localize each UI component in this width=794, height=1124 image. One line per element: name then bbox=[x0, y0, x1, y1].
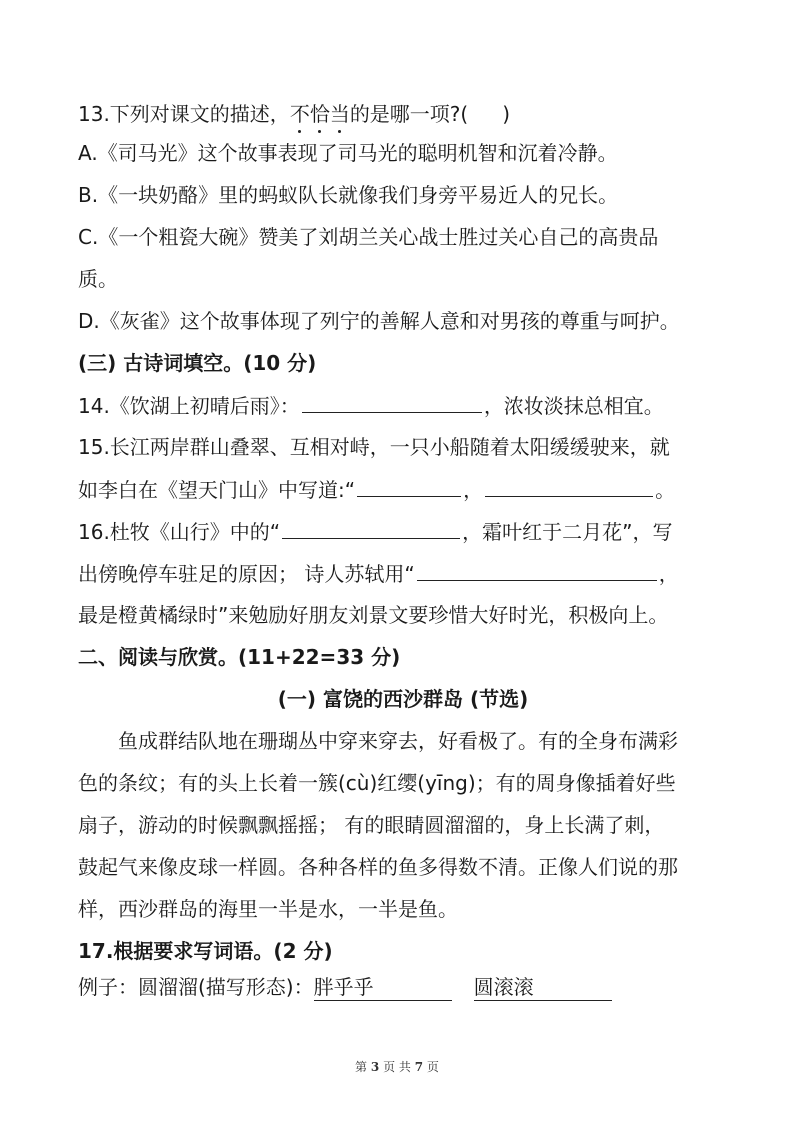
q13-stem: 13.下列对课文的描述，不恰当的是哪一项?( ) bbox=[78, 102, 511, 126]
passage-line: 鱼成群结队地在珊瑚丛中穿来穿去，好看极了。有的全身布满彩 bbox=[118, 729, 678, 753]
q14: 14.《饮湖上初晴后雨》： ，浓妆淡抹总相宜。 bbox=[78, 394, 664, 418]
q13-option-c-line1: C.《一个粗瓷大碗》赞美了刘胡兰关心战士胜过关心自己的高贵品 bbox=[78, 225, 659, 249]
page-total: 7 bbox=[414, 1060, 424, 1074]
passage-line: 鼓起气来像皮球一样圆。各种各样的鱼多得数不清。正像人们说的那 bbox=[78, 855, 678, 879]
fill-blank[interactable] bbox=[302, 392, 482, 413]
q15-line2: 如李白在《望天门山》中写道:“ ， 。 bbox=[78, 478, 676, 502]
passage-line: 色的条纹；有的头上长着一簇(cù)红缨(yīng)；有的周身像插着好些 bbox=[78, 771, 676, 795]
section-3-title: (三) 古诗词填空。(10 分) bbox=[78, 351, 317, 375]
q17-example: 例子：圆溜溜(描写形态)：胖乎乎 圆滚滚 bbox=[78, 974, 728, 1001]
q13-option-a: A.《司马光》这个故事表现了司马光的聪明机智和沉着冷静。 bbox=[78, 141, 618, 165]
example-word: 圆滚滚 bbox=[474, 974, 612, 1001]
q16-line2: 出傍晚停车驻足的原因； 诗人苏轼用“ ， bbox=[78, 562, 679, 586]
fill-blank[interactable] bbox=[485, 476, 653, 497]
fill-blank[interactable] bbox=[357, 476, 461, 497]
passage-line: 样，西沙群岛的海里一半是水，一半是鱼。 bbox=[78, 897, 458, 921]
q13-option-b: B.《一块奶酪》里的蚂蚁队长就像我们身旁平易近人的兄长。 bbox=[78, 183, 619, 207]
emphasis-char: 恰 bbox=[309, 102, 330, 126]
q16-line1: 16.杜牧《山行》中的“ ，霜叶红于二月花”，写 bbox=[78, 520, 673, 544]
part-2-title: 二、阅读与欣赏。(11+22=33 分) bbox=[78, 645, 401, 669]
passage-title: (一) 富饶的西沙群岛 (节选) bbox=[277, 687, 529, 711]
page-footer: 第 3 页 共 7 页 bbox=[355, 1060, 439, 1074]
page-number: 3 bbox=[370, 1060, 380, 1074]
passage-line: 扇子，游动的时候飘飘摇摇； 有的眼睛圆溜溜的，身上长满了刺， bbox=[78, 813, 665, 837]
q13-option-d: D.《灰雀》这个故事体现了列宁的善解人意和对男孩的尊重与呵护。 bbox=[78, 309, 680, 333]
fill-blank[interactable] bbox=[417, 560, 657, 581]
fill-blank[interactable] bbox=[282, 518, 460, 539]
q13-option-c-line2: 质。 bbox=[78, 267, 118, 291]
q16-line3: 最是橙黄橘绿时”来勉励好朋友刘景文要珍惜大好时光，积极向上。 bbox=[78, 603, 669, 627]
emphasis-char: 不 bbox=[289, 102, 310, 126]
q15-line1: 15.长江两岸群山叠翠、互相对峙，一只小船随着太阳缓缓驶来，就 bbox=[78, 435, 670, 459]
example-word: 胖乎乎 bbox=[314, 974, 452, 1001]
emphasis-char: 当 bbox=[329, 102, 350, 126]
q17-title: 17.根据要求写词语。(2 分) bbox=[78, 939, 333, 963]
